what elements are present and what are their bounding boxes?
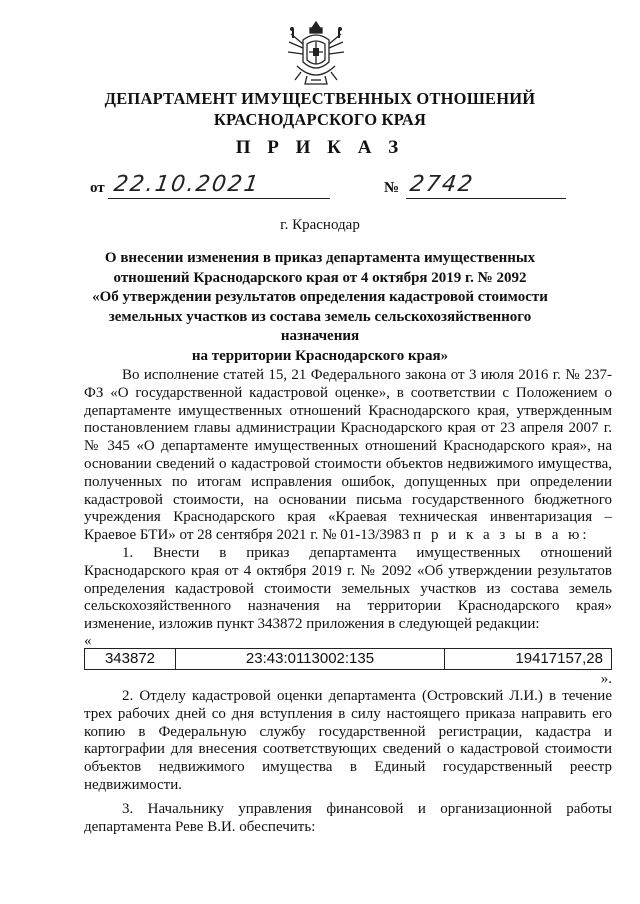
preamble-text: Во исполнение статей 15, 21 Федерального закона от 3 июля 2016 г. № 237-ФЗ «О государственной кадастровой оценке», в соответствии с Положением о департаменте имущественных отношений Краснодарского края, утвержденным постановлением главы администрации Краснодарского края от 23 апреля 2007 г. № 345 «О департаменте имущественных отношений Краснодарского края», на основании сведений о кадастровой стоимости объектов недвижимого имущества, полученных по итогам исправления ошибок, допущенных при определении кадастровой стоимости, на основании письма государственного бюджетного учреждения Краснодарского края «Краевая техническая инвентаризация – Краевое БТИ» от 28 сентября 2021 г. № 01-13/3983 (84, 367, 612, 544)
table-row (85, 648, 612, 669)
handwritten-date: 22.10.2021 (112, 172, 262, 197)
item-2-paragraph: 2. Отделу кадастровой оценки департамента (Островский Л.И.) в течение трех рабочих дней со дня вступления в силу настоящего приказа направить его копию в Федеральную службу государственной регистрации, кадастра и картографии для внесения соответствующих сведений о кадастровой стоимости объектов недвижимого имущества в Единый государственный реестр недвижимости. (84, 687, 612, 793)
document-type: П Р И К А З (235, 137, 405, 158)
title-line2: отношений Краснодарского края от 4 октября 2019 г. № 2092 (113, 269, 527, 286)
number-label: № (384, 180, 400, 196)
item-3-paragraph: 3. Начальнику управления финансовой и организационной работы департамента Реве В.И. обеспечить: (84, 800, 612, 835)
title-line1: О внесении изменения в приказ департамента имущественных (104, 250, 536, 266)
item-1-paragraph: 1. Внести в приказ департамента имущественных отношений Краснодарского края от 4 октября 2019 г. № 2092 «Об утверждении результатов определения кадастровой стоимости земельных участков из состава земель сельскохозяйственного назначения на территории Краснодарского края» изменение, изложив пункт 343872 приложения в следующей редакции: (84, 544, 612, 633)
city: г. Краснодар (280, 217, 360, 233)
table-cell-cadastral-number: 23:43:0113002:135 (176, 648, 445, 669)
document-title (70, 249, 570, 366)
date-label: от (90, 180, 105, 196)
preamble-paragraph (84, 367, 612, 545)
handwritten-number: 2742 (408, 172, 476, 197)
department-name (60, 88, 580, 130)
table-cell-item-no: 343872 (85, 648, 176, 669)
number-underline (406, 198, 566, 199)
cadastral-table (84, 648, 612, 670)
coat-of-arms-icon (283, 18, 349, 88)
table-cell-cadastral-value: 19417157,28 (445, 648, 612, 669)
closing-quote: ». (600, 670, 612, 687)
department-name-line2: КРАСНОДАРСКОГО КРАЯ (213, 110, 427, 129)
order-word-inline: п р и к а з ы в а ю: (413, 527, 590, 544)
date-underline (108, 198, 330, 199)
title-line4: земельных участков из состава земель сельскохозяйственного назначения (108, 308, 532, 344)
opening-quote: « (84, 632, 92, 649)
department-name-line1: ДЕПАРТАМЕНТ ИМУЩЕСТВЕННЫХ ОТНОШЕНИЙ (104, 89, 536, 108)
date-number-row (90, 174, 560, 204)
document-body (84, 367, 612, 836)
title-line3: «Об утверждении результатов определения кадастровой стоимости (92, 289, 548, 305)
title-line5: на территории Краснодарского края» (191, 347, 449, 364)
